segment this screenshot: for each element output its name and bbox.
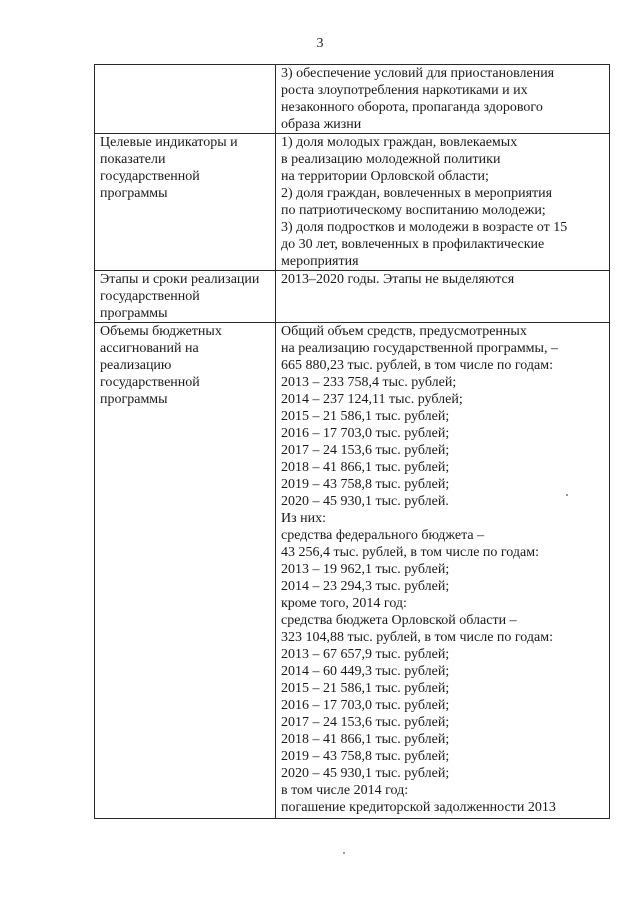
- cell-text-line: средства федерального бюджета –: [281, 528, 485, 543]
- cell-text-line: средства бюджета Орловской области –: [281, 613, 517, 628]
- cell-text-line: 2016 – 17 703,0 тыс. рублей;: [281, 698, 450, 713]
- row-label-cell: [95, 323, 276, 819]
- row-value-cell: [276, 271, 610, 323]
- cell-text-line: в реализацию молодежной политики: [281, 152, 501, 167]
- table-row-budget-allocations: [95, 323, 610, 819]
- cell-text-line: 2014 – 237 124,11 тыс. рублей;: [281, 392, 463, 407]
- cell-text-line: 2019 – 43 758,8 тыс. рублей;: [281, 749, 450, 764]
- cell-label-line: Целевые индикаторы и: [100, 135, 238, 150]
- page-number: 3: [316, 36, 324, 51]
- cell-label-line: Этапы и сроки реализации: [100, 272, 260, 287]
- cell-text-line: 2014 – 23 294,3 тыс. рублей;: [281, 579, 450, 594]
- cell-text-line: 2013–2020 годы. Этапы не выделяются: [281, 272, 515, 287]
- cell-text-line: 3) доля подростков и молодежи в возрасте от 15: [281, 220, 568, 235]
- cell-text-line: на территории Орловской области;: [281, 169, 489, 184]
- cell-text-line: погашение кредиторской задолженности 2013: [281, 800, 556, 815]
- cell-text-line: 2020 – 45 930,1 тыс. рублей.: [281, 494, 449, 509]
- cell-label-line: программы: [100, 392, 168, 407]
- cell-text-line: 2014 – 60 449,3 тыс. рублей;: [281, 664, 450, 679]
- cell-text-line: по патриотическому воспитанию молодежи;: [281, 203, 546, 218]
- cell-text-line: образа жизни: [281, 117, 362, 132]
- table-row-objectives: [95, 65, 610, 134]
- cell-text-line: 2013 – 19 962,1 тыс. рублей;: [281, 562, 450, 577]
- cell-text-line: в том числе 2014 год:: [281, 783, 409, 798]
- cell-text-line: кроме того, 2014 год:: [281, 596, 407, 611]
- cell-text-line: 2019 – 43 758,8 тыс. рублей;: [281, 477, 450, 492]
- row-value-cell: [276, 134, 610, 271]
- cell-text-line: 2018 – 41 866,1 тыс. рублей;: [281, 460, 450, 475]
- cell-label-line: программы: [100, 186, 168, 201]
- cell-text-line: 2015 – 21 586,1 тыс. рублей;: [281, 681, 450, 696]
- cell-text-line: Общий объем средств, предусмотренных: [281, 324, 527, 339]
- cell-text-line: 2020 – 45 930,1 тыс. рублей;: [281, 766, 450, 781]
- cell-text-line: 43 256,4 тыс. рублей, в том числе по годам:: [281, 545, 539, 560]
- cell-text-line: 2013 – 67 657,9 тыс. рублей;: [281, 647, 450, 662]
- cell-text-line: 2016 – 17 703,0 тыс. рублей;: [281, 426, 450, 441]
- cell-text-line: до 30 лет, вовлеченных в профилактические: [281, 237, 545, 252]
- cell-text-line: 2018 – 41 866,1 тыс. рублей;: [281, 732, 450, 747]
- program-passport-table: [94, 64, 610, 819]
- cell-text-line: 2017 – 24 153,6 тыс. рублей;: [281, 443, 450, 458]
- cell-label-line: государственной: [100, 375, 200, 390]
- cell-label-line: Объемы бюджетных: [100, 324, 222, 339]
- cell-label-line: ассигнований на: [100, 341, 199, 356]
- cell-label-line: государственной: [100, 169, 200, 184]
- cell-label-line: программы: [100, 306, 168, 321]
- cell-text-line: 665 880,23 тыс. рублей, в том числе по годам:: [281, 358, 553, 373]
- row-label-cell: [95, 134, 276, 271]
- cell-text-line: мероприятия: [281, 254, 359, 269]
- cell-text-line: на реализацию государственной программы, –: [281, 341, 558, 356]
- row-value-cell: [276, 65, 610, 134]
- cell-text-line: 2017 – 24 153,6 тыс. рублей;: [281, 715, 450, 730]
- cell-text-line: 323 104,88 тыс. рублей, в том числе по годам:: [281, 630, 553, 645]
- cell-text-line: 2013 – 233 758,4 тыс. рублей;: [281, 375, 457, 390]
- cell-label-line: реализацию: [100, 358, 172, 373]
- cell-text-line: 2015 – 21 586,1 тыс. рублей;: [281, 409, 450, 424]
- cell-text-line: 3) обеспечение условий для приостановления: [281, 66, 555, 81]
- scan-speck: [566, 494, 568, 496]
- row-label-cell: [95, 271, 276, 323]
- row-value-cell: [276, 323, 610, 819]
- cell-text-line: 1) доля молодых граждан, вовлекаемых: [281, 135, 518, 150]
- cell-text-line: незаконного оборота, пропаганда здорового: [281, 100, 543, 115]
- cell-text-line: Из них:: [281, 511, 327, 526]
- cell-text-line: роста злоупотребления наркотиками и их: [281, 83, 528, 98]
- row-label-cell: [95, 65, 276, 134]
- cell-label-line: показатели: [100, 152, 166, 167]
- table-row-target-indicators: [95, 134, 610, 271]
- cell-text-line: 2) доля граждан, вовлеченных в мероприятия: [281, 186, 553, 201]
- scan-speck: [343, 852, 345, 854]
- table-row-stages-and-terms: [95, 271, 610, 323]
- cell-label-line: государственной: [100, 289, 200, 304]
